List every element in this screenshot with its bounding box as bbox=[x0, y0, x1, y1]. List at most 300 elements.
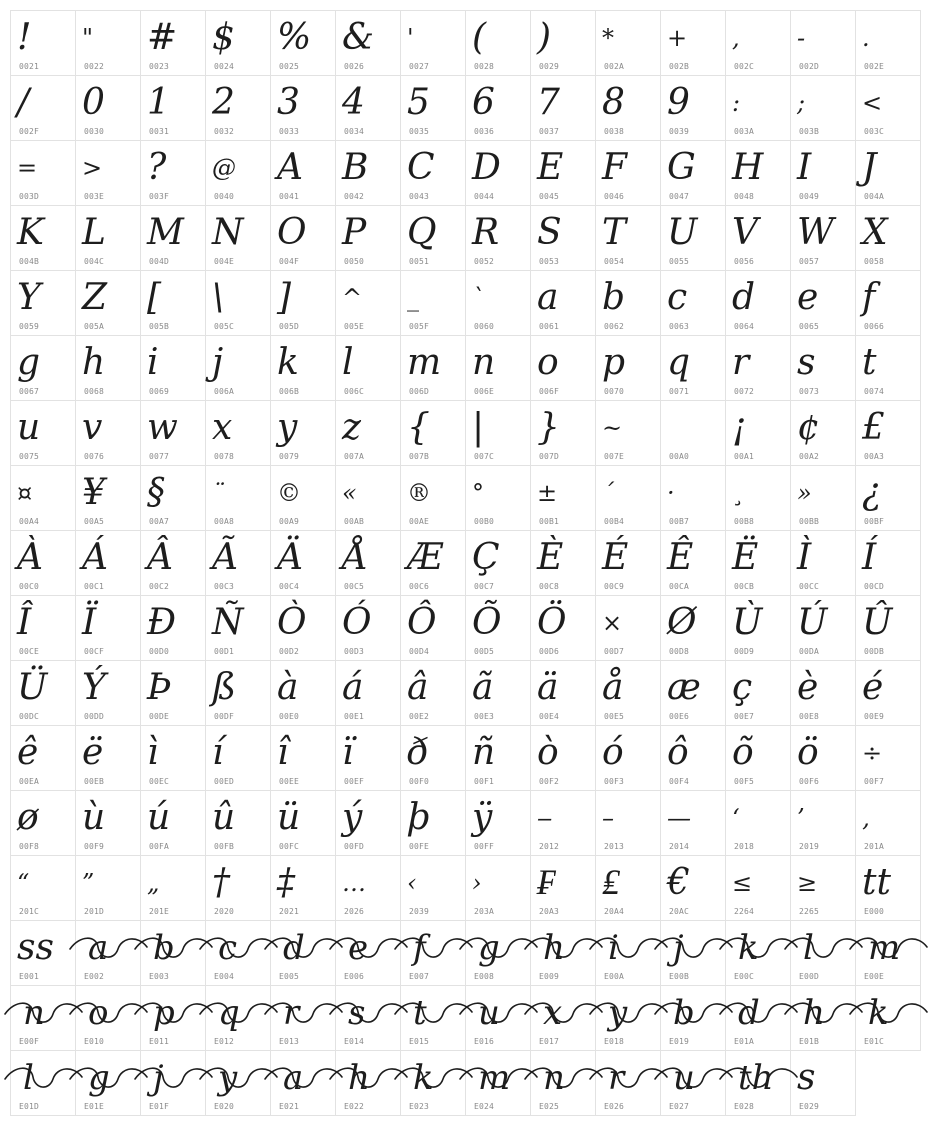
glyph-cell-0050 bbox=[336, 206, 401, 271]
glyph-cell-0051 bbox=[401, 206, 466, 271]
glyph-code-label: 00DD bbox=[84, 712, 105, 721]
glyph-code-label: 00EA bbox=[19, 777, 40, 786]
glyph-char: ò bbox=[537, 732, 559, 773]
glyph-code-label: E028 bbox=[734, 1102, 755, 1111]
glyph-char: * bbox=[602, 24, 614, 52]
glyph-cell-00f4 bbox=[661, 726, 726, 791]
glyph-cell-e024 bbox=[466, 1051, 531, 1116]
glyph-char: r bbox=[608, 1058, 625, 1098]
glyph-char: H bbox=[732, 147, 764, 188]
glyph-code-label: E00F bbox=[19, 1037, 40, 1046]
glyph-cell-006b bbox=[271, 336, 336, 401]
glyph-char: « bbox=[342, 479, 357, 507]
glyph-char: f bbox=[413, 928, 426, 968]
glyph-cell-0070 bbox=[596, 336, 661, 401]
glyph-char: c bbox=[667, 277, 688, 318]
glyph-code-label: 006B bbox=[279, 387, 300, 396]
glyph-code-label: 00B7 bbox=[669, 517, 690, 526]
glyph-code-label: 005B bbox=[149, 322, 170, 331]
glyph-char: j bbox=[673, 928, 684, 968]
glyph-char: Ï bbox=[82, 602, 97, 643]
glyph-cell-e00f bbox=[11, 986, 76, 1051]
glyph-char: ≤ bbox=[732, 869, 753, 897]
glyph-code-label: 006D bbox=[409, 387, 430, 396]
glyph-cell-00d7 bbox=[596, 596, 661, 661]
glyph-code-label: 00EF bbox=[344, 777, 365, 786]
glyph-code-label: 00F8 bbox=[19, 842, 40, 851]
glyph-code-label: 00F0 bbox=[409, 777, 430, 786]
glyph-code-label: 0048 bbox=[734, 192, 755, 201]
glyph-code-label: 2020 bbox=[214, 907, 235, 916]
glyph-code-label: 0078 bbox=[214, 452, 235, 461]
glyph-cell-0022 bbox=[76, 11, 141, 76]
glyph-cell-002d bbox=[791, 11, 856, 76]
glyph-cell-007a bbox=[336, 401, 401, 466]
glyph-cell-e023 bbox=[401, 1051, 466, 1116]
glyph-char: ~ bbox=[602, 414, 623, 442]
glyph-cell-0057 bbox=[791, 206, 856, 271]
glyph-char: Ê bbox=[667, 537, 694, 578]
glyph-char: Y bbox=[17, 277, 41, 318]
glyph-cell-0023 bbox=[141, 11, 206, 76]
glyph-cell-004f bbox=[271, 206, 336, 271]
glyph-char: A bbox=[277, 147, 303, 188]
glyph-cell-00e6 bbox=[661, 661, 726, 726]
glyph-code-label: E00A bbox=[604, 972, 625, 981]
glyph-cell-00e8 bbox=[791, 661, 856, 726]
glyph-cell-00f6 bbox=[791, 726, 856, 791]
glyph-char: Â bbox=[147, 537, 173, 578]
glyph-code-label: 00DE bbox=[149, 712, 170, 721]
glyph-code-label: 00EE bbox=[279, 777, 300, 786]
glyph-cell-00f9 bbox=[76, 791, 141, 856]
glyph-char: x bbox=[212, 407, 233, 448]
glyph-code-label: 004F bbox=[279, 257, 300, 266]
glyph-char: é bbox=[862, 667, 884, 708]
glyph-char: ¨ bbox=[212, 479, 224, 507]
glyph-char: E bbox=[537, 147, 564, 188]
glyph-code-label: 00D5 bbox=[474, 647, 495, 656]
glyph-code-label: 00A0 bbox=[669, 452, 690, 461]
glyph-code-label: 00FC bbox=[279, 842, 300, 851]
glyph-code-label: 0029 bbox=[539, 62, 560, 71]
glyph-code-label: 0062 bbox=[604, 322, 625, 331]
glyph-cell-2012 bbox=[531, 791, 596, 856]
glyph-char: þ bbox=[407, 797, 431, 838]
glyph-code-label: E004 bbox=[214, 972, 235, 981]
glyph-cell-0049 bbox=[791, 141, 856, 206]
glyph-code-label: 002F bbox=[19, 127, 40, 136]
glyph-code-label: 20A3 bbox=[539, 907, 560, 916]
glyph-code-label: 00D2 bbox=[279, 647, 300, 656]
glyph-char: \ bbox=[212, 277, 225, 318]
glyph-cell-004e bbox=[206, 206, 271, 271]
glyph-char: s bbox=[797, 1057, 816, 1098]
glyph-char: z bbox=[342, 407, 361, 448]
glyph-cell-00a8 bbox=[206, 466, 271, 531]
glyph-char: a bbox=[537, 277, 559, 318]
glyph-code-label: E008 bbox=[474, 972, 495, 981]
glyph-cell-0039 bbox=[661, 76, 726, 141]
glyph-char: ‡ bbox=[277, 862, 295, 903]
glyph-cell-e013 bbox=[271, 986, 336, 1051]
glyph-cell-0030 bbox=[76, 76, 141, 141]
glyph-cell-0041 bbox=[271, 141, 336, 206]
glyph-code-label: 004D bbox=[149, 257, 170, 266]
glyph-char: õ bbox=[732, 732, 754, 773]
glyph-char: ` bbox=[472, 284, 484, 312]
glyph-char: : bbox=[732, 89, 741, 117]
glyph-cell-e027 bbox=[661, 1051, 726, 1116]
glyph-cell-00a2 bbox=[791, 401, 856, 466]
glyph-cell-00c7 bbox=[466, 531, 531, 596]
glyph-cell-00fa bbox=[141, 791, 206, 856]
glyph-cell-e014 bbox=[336, 986, 401, 1051]
glyph-char: Û bbox=[862, 602, 893, 643]
glyph-code-label: 00DA bbox=[799, 647, 820, 656]
glyph-cell-002b bbox=[661, 11, 726, 76]
glyph-code-label: 00AB bbox=[344, 517, 365, 526]
glyph-char: Í bbox=[862, 537, 877, 578]
glyph-cell-e009 bbox=[531, 921, 596, 986]
glyph-cell-00b4 bbox=[596, 466, 661, 531]
glyph-char: 9 bbox=[667, 82, 690, 123]
glyph-char: ( bbox=[472, 17, 487, 58]
glyph-cell-e028 bbox=[726, 1051, 791, 1116]
glyph-char: = bbox=[17, 154, 38, 182]
glyph-code-label: E023 bbox=[409, 1102, 430, 1111]
glyph-code-label: 2014 bbox=[669, 842, 690, 851]
glyph-cell-005f bbox=[401, 271, 466, 336]
glyph-code-label: 00D8 bbox=[669, 647, 690, 656]
glyph-cell-0073 bbox=[791, 336, 856, 401]
glyph-char: | bbox=[472, 407, 485, 448]
glyph-char: ¿ bbox=[862, 472, 882, 513]
glyph-char: 0 bbox=[82, 82, 105, 123]
glyph-char: r bbox=[732, 342, 750, 383]
glyph-code-label: 00E5 bbox=[604, 712, 625, 721]
glyph-code-label: 00A7 bbox=[149, 517, 170, 526]
glyph-code-label: 2039 bbox=[409, 907, 430, 916]
glyph-char: _ bbox=[407, 284, 419, 312]
glyph-code-label: 00FB bbox=[214, 842, 235, 851]
glyph-code-label: 0043 bbox=[409, 192, 430, 201]
glyph-char: m bbox=[407, 342, 442, 383]
glyph-char: M bbox=[147, 212, 184, 253]
glyph-char: ? bbox=[147, 147, 167, 188]
glyph-code-label: 00C3 bbox=[214, 582, 235, 591]
glyph-cell-00d4 bbox=[401, 596, 466, 661]
glyph-char: + bbox=[667, 24, 688, 52]
glyph-code-label: E018 bbox=[604, 1037, 625, 1046]
glyph-char: ® bbox=[407, 479, 431, 507]
glyph-code-label: 00A5 bbox=[84, 517, 105, 526]
glyph-char: g bbox=[478, 928, 500, 968]
glyph-char: I bbox=[797, 147, 812, 188]
glyph-cell-005b bbox=[141, 271, 206, 336]
glyph-code-label: 00D0 bbox=[149, 647, 170, 656]
glyph-cell-00e1 bbox=[336, 661, 401, 726]
glyph-cell-00a9 bbox=[271, 466, 336, 531]
glyph-code-label: E010 bbox=[84, 1037, 105, 1046]
glyph-char: D bbox=[472, 147, 501, 188]
glyph-cell-0064 bbox=[726, 271, 791, 336]
glyph-code-label: 00DB bbox=[864, 647, 885, 656]
glyph-code-label: 20A4 bbox=[604, 907, 625, 916]
glyph-cell-00b7 bbox=[661, 466, 726, 531]
glyph-cell-0074 bbox=[856, 336, 921, 401]
glyph-cell-00c1 bbox=[76, 531, 141, 596]
swash-flourish-icon bbox=[783, 929, 864, 969]
glyph-char: ø bbox=[17, 797, 39, 838]
glyph-cell-00f8 bbox=[11, 791, 76, 856]
glyph-code-label: E002 bbox=[84, 972, 105, 981]
glyph-code-label: 00AE bbox=[409, 517, 430, 526]
glyph-char: th bbox=[738, 1058, 774, 1098]
glyph-char: ¸ bbox=[732, 479, 744, 507]
glyph-code-label: 00C1 bbox=[84, 582, 105, 591]
glyph-char: r bbox=[283, 993, 300, 1033]
glyph-cell-e000 bbox=[856, 856, 921, 921]
glyph-code-label: 006E bbox=[474, 387, 495, 396]
glyph-code-label: 0072 bbox=[734, 387, 755, 396]
glyph-char: § bbox=[147, 472, 165, 513]
glyph-code-label: 0075 bbox=[19, 452, 40, 461]
glyph-code-label: E005 bbox=[279, 972, 300, 981]
glyph-code-label: E01F bbox=[149, 1102, 170, 1111]
glyph-char: ð bbox=[407, 732, 429, 773]
glyph-char: ss bbox=[17, 927, 54, 968]
glyph-code-label: 0068 bbox=[84, 387, 105, 396]
glyph-cell-00bb bbox=[791, 466, 856, 531]
glyph-char: / bbox=[17, 82, 30, 123]
glyph-cell-20ac bbox=[661, 856, 726, 921]
glyph-char: 2 bbox=[212, 82, 235, 123]
glyph-code-label: 0024 bbox=[214, 62, 235, 71]
glyph-char: ÿ bbox=[472, 797, 493, 838]
glyph-code-label: E019 bbox=[669, 1037, 690, 1046]
glyph-char: ≥ bbox=[797, 869, 818, 897]
glyph-code-label: 006C bbox=[344, 387, 365, 396]
glyph-char: ± bbox=[537, 479, 558, 507]
glyph-cell-007e bbox=[596, 401, 661, 466]
glyph-char: ‘ bbox=[732, 804, 740, 832]
glyph-code-label: 00F2 bbox=[539, 777, 560, 786]
glyph-char: ‒ bbox=[537, 804, 553, 832]
glyph-code-label: 0077 bbox=[149, 452, 170, 461]
glyph-cell-00e7 bbox=[726, 661, 791, 726]
glyph-code-label: 0054 bbox=[604, 257, 625, 266]
glyph-cell-0037 bbox=[531, 76, 596, 141]
glyph-cell-0053 bbox=[531, 206, 596, 271]
glyph-char: ÷ bbox=[862, 739, 883, 767]
glyph-code-label: 00F3 bbox=[604, 777, 625, 786]
glyph-char: k bbox=[738, 928, 759, 968]
glyph-char: ° bbox=[472, 479, 484, 507]
glyph-code-label: 0058 bbox=[864, 257, 885, 266]
glyph-cell-00cf bbox=[76, 596, 141, 661]
glyph-char: s bbox=[797, 342, 816, 383]
glyph-char: U bbox=[667, 212, 698, 253]
glyph-char: 3 bbox=[277, 82, 300, 123]
glyph-char: u bbox=[17, 407, 41, 448]
glyph-char: n bbox=[472, 342, 496, 383]
glyph-char: ^ bbox=[342, 284, 363, 312]
glyph-code-label: 0049 bbox=[799, 192, 820, 201]
glyph-cell-e01e bbox=[76, 1051, 141, 1116]
glyph-char: û bbox=[212, 797, 236, 838]
glyph-cell-00e9 bbox=[856, 661, 921, 726]
glyph-code-label: E001 bbox=[19, 972, 40, 981]
glyph-code-label: E012 bbox=[214, 1037, 235, 1046]
glyph-cell-0038 bbox=[596, 76, 661, 141]
glyph-cell-0035 bbox=[401, 76, 466, 141]
glyph-char: j bbox=[212, 342, 224, 383]
glyph-cell-0034 bbox=[336, 76, 401, 141]
glyph-cell-00c0 bbox=[11, 531, 76, 596]
glyph-code-label: 201C bbox=[19, 907, 40, 916]
glyph-code-label: E006 bbox=[344, 972, 365, 981]
glyph-char: R bbox=[472, 212, 500, 253]
glyph-code-label: E007 bbox=[409, 972, 430, 981]
glyph-cell-e019 bbox=[661, 986, 726, 1051]
glyph-code-label: E014 bbox=[344, 1037, 365, 1046]
glyph-char: h bbox=[543, 928, 565, 968]
glyph-char: V bbox=[732, 212, 758, 253]
glyph-char: P bbox=[342, 212, 367, 253]
glyph-char: t bbox=[413, 993, 427, 1033]
glyph-char: 8 bbox=[602, 82, 625, 123]
swash-flourish-icon bbox=[133, 1059, 214, 1099]
glyph-cell-00b8 bbox=[726, 466, 791, 531]
glyph-cell-003b bbox=[791, 76, 856, 141]
glyph-cell-e008 bbox=[466, 921, 531, 986]
glyph-char: Ý bbox=[82, 667, 106, 708]
glyph-cell-0072 bbox=[726, 336, 791, 401]
glyph-cell-00d8 bbox=[661, 596, 726, 661]
swash-flourish-icon bbox=[588, 994, 669, 1034]
glyph-code-label: 007D bbox=[539, 452, 560, 461]
glyph-char: g bbox=[17, 342, 41, 383]
glyph-code-label: 00D9 bbox=[734, 647, 755, 656]
glyph-code-label: 004A bbox=[864, 192, 885, 201]
glyph-char: b bbox=[602, 277, 626, 318]
glyph-code-label: E000 bbox=[864, 907, 885, 916]
glyph-code-label: 0064 bbox=[734, 322, 755, 331]
glyph-code-label: 00ED bbox=[214, 777, 235, 786]
glyph-char: È bbox=[537, 537, 564, 578]
glyph-char: … bbox=[342, 869, 366, 897]
glyph-char: o bbox=[88, 993, 109, 1033]
glyph-cell-00e3 bbox=[466, 661, 531, 726]
glyph-code-label: 00E3 bbox=[474, 712, 495, 721]
glyph-char: à bbox=[277, 667, 299, 708]
glyph-grid bbox=[10, 10, 921, 1116]
glyph-code-label: 00E2 bbox=[409, 712, 430, 721]
glyph-code-label: 004C bbox=[84, 257, 105, 266]
glyph-code-label: 2026 bbox=[344, 907, 365, 916]
glyph-char: j bbox=[153, 1058, 164, 1098]
glyph-cell-0044 bbox=[466, 141, 531, 206]
glyph-cell-004c bbox=[76, 206, 141, 271]
glyph-code-label: 00C6 bbox=[409, 582, 430, 591]
glyph-cell-003e bbox=[76, 141, 141, 206]
glyph-code-label: 005A bbox=[84, 322, 105, 331]
glyph-cell-0033 bbox=[271, 76, 336, 141]
glyph-char: Ä bbox=[277, 537, 303, 578]
glyph-code-label: 203A bbox=[474, 907, 495, 916]
glyph-code-label: 00E1 bbox=[344, 712, 365, 721]
glyph-cell-003c bbox=[856, 76, 921, 141]
glyph-cell-0079 bbox=[271, 401, 336, 466]
glyph-code-label: 007A bbox=[344, 452, 365, 461]
glyph-code-label: 0033 bbox=[279, 127, 300, 136]
glyph-code-label: 004B bbox=[19, 257, 40, 266]
glyph-char: G bbox=[667, 147, 696, 188]
glyph-char: h bbox=[348, 1058, 370, 1098]
glyph-cell-e026 bbox=[596, 1051, 661, 1116]
glyph-char: Ì bbox=[797, 537, 812, 578]
glyph-char: l bbox=[23, 1058, 34, 1098]
glyph-char: ! bbox=[17, 17, 32, 58]
glyph-code-label: 00C0 bbox=[19, 582, 40, 591]
glyph-code-label: 0061 bbox=[539, 322, 560, 331]
glyph-code-label: 20AC bbox=[669, 907, 690, 916]
glyph-code-label: 002A bbox=[604, 62, 625, 71]
glyph-char: ´ bbox=[602, 479, 614, 507]
glyph-cell-00d5 bbox=[466, 596, 531, 661]
glyph-cell-e007 bbox=[401, 921, 466, 986]
glyph-cell-e00d bbox=[791, 921, 856, 986]
swash-flourish-icon bbox=[68, 994, 149, 1034]
glyph-code-label: E01D bbox=[19, 1102, 40, 1111]
glyph-char: K bbox=[17, 212, 44, 253]
glyph-cell-004b bbox=[11, 206, 76, 271]
glyph-cell-2013 bbox=[596, 791, 661, 856]
glyph-cell-00f0 bbox=[401, 726, 466, 791]
glyph-code-label: 00A9 bbox=[279, 517, 300, 526]
glyph-char: ä bbox=[537, 667, 559, 708]
glyph-char: X bbox=[862, 212, 888, 253]
glyph-char: @ bbox=[212, 154, 236, 182]
glyph-cell-00f1 bbox=[466, 726, 531, 791]
glyph-cell-00e2 bbox=[401, 661, 466, 726]
glyph-cell-003f bbox=[141, 141, 206, 206]
glyph-char: { bbox=[407, 407, 430, 448]
glyph-code-label: 002C bbox=[734, 62, 755, 71]
glyph-cell-0058 bbox=[856, 206, 921, 271]
glyph-code-label: 00F9 bbox=[84, 842, 105, 851]
glyph-cell-00eb bbox=[76, 726, 141, 791]
glyph-char: Ñ bbox=[212, 602, 244, 643]
glyph-code-label: E022 bbox=[344, 1102, 365, 1111]
glyph-char: 5 bbox=[407, 82, 430, 123]
glyph-char: ã bbox=[472, 667, 494, 708]
glyph-code-label: 0031 bbox=[149, 127, 170, 136]
glyph-code-label: E00C bbox=[734, 972, 755, 981]
glyph-code-label: 00A8 bbox=[214, 517, 235, 526]
glyph-char: F bbox=[602, 147, 627, 188]
glyph-char: „ bbox=[147, 869, 160, 897]
glyph-char: w bbox=[147, 407, 178, 448]
glyph-code-label: 0028 bbox=[474, 62, 495, 71]
glyph-cell-00a3 bbox=[856, 401, 921, 466]
glyph-char: n bbox=[543, 1058, 565, 1098]
glyph-cell-00cb bbox=[726, 531, 791, 596]
glyph-cell-00df bbox=[206, 661, 271, 726]
glyph-cell-0048 bbox=[726, 141, 791, 206]
glyph-char: † bbox=[212, 862, 230, 903]
